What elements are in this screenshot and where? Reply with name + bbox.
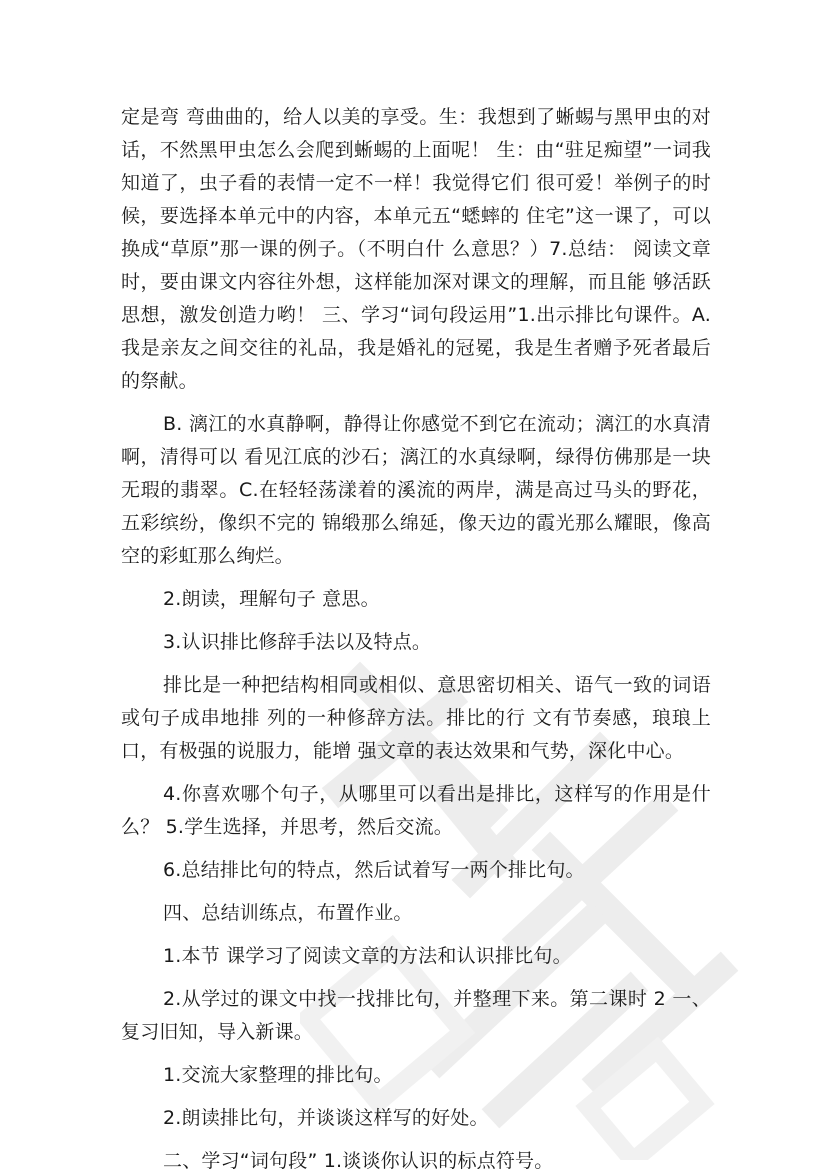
paragraph: 二、学习“词句段” 1.谈谈你认识的标点符号。 (163, 1150, 554, 1172)
paragraph: 2.从学过的课文中找一找排比句，并整理下来。第二课时 2 一、复习旧知，导入新课。 (121, 988, 711, 1043)
paragraph: 排比是一种把结构相同或相似、意思密切相关、语气一致的词语或句子成串地排 列的一种修辞方法。排比的行 文有节奏感，琅琅上口，有极强的说服力，能增 强文章的表达效果和气势，深化中心。 (121, 674, 711, 762)
paragraph: 2.朗读，理解句子 意思。 (163, 588, 380, 610)
paragraph: 1.交流大家整理的排比句。 (163, 1064, 393, 1086)
document-body (121, 101, 711, 1174)
paragraph: B. 漓江的水真静啊，静得让你感觉不到它在流动；漓江的水真清啊，清得可以 看见江底的沙石；漓江的水真绿啊，绿得仿佛那是一块无瑕的翡翠。C.在轻轻荡漾着的溪流的两岸，满是高过马头的野花，五彩缤纷，像织不完的 锦缎那么绵延，像天边的霞光那么耀眼，像高空的彩虹那么绚烂。 (121, 413, 711, 567)
paragraph: 2.朗读排比句，并谈谈这样写的好处。 (163, 1107, 489, 1129)
paragraph: 4.你喜欢哪个句子，从哪里可以看出是排比，这样写的作用是什么？ 5.学生选择，并思考，然后交流。 (121, 783, 711, 838)
paragraph: 3.认识排比修辞手法以及特点。 (163, 631, 432, 653)
paragraph: 1.本节 课学习了阅读文章的方法和认识排比句。 (163, 945, 572, 967)
paragraph: 四、总结训练点，布置作业。 (163, 902, 413, 924)
paragraph: 6.总结排比句的特点，然后试着写一两个排比句。 (163, 859, 585, 881)
paragraph: 定是弯 弯曲曲的，给人以美的享受。生：我想到了蜥蜴与黑甲虫的对话，不然黑甲虫怎么会爬到蜥蜴的上面呢！ 生：由“驻足痴望”一词我知道了，虫子看的表情一定不一样！我觉得它们 很可爱！举例子的时候，要选择本单元中的内容，本单元五“蟋蟀的 住宅”这一课了，可以换成“草原”那一课的例子。（不明白什 么意思？）7.总结： 阅读文章时，要由课文内容往外想，这样能加深对课文的理解，而且能 够活跃 思想，激发创造力哟！ 三、学习“词句段运用”1.出示排比句课件。A.我是亲友之间交往的礼品，我是婚礼的冠冕，我是生者赠予死者最后的祭献。 (121, 106, 711, 392)
